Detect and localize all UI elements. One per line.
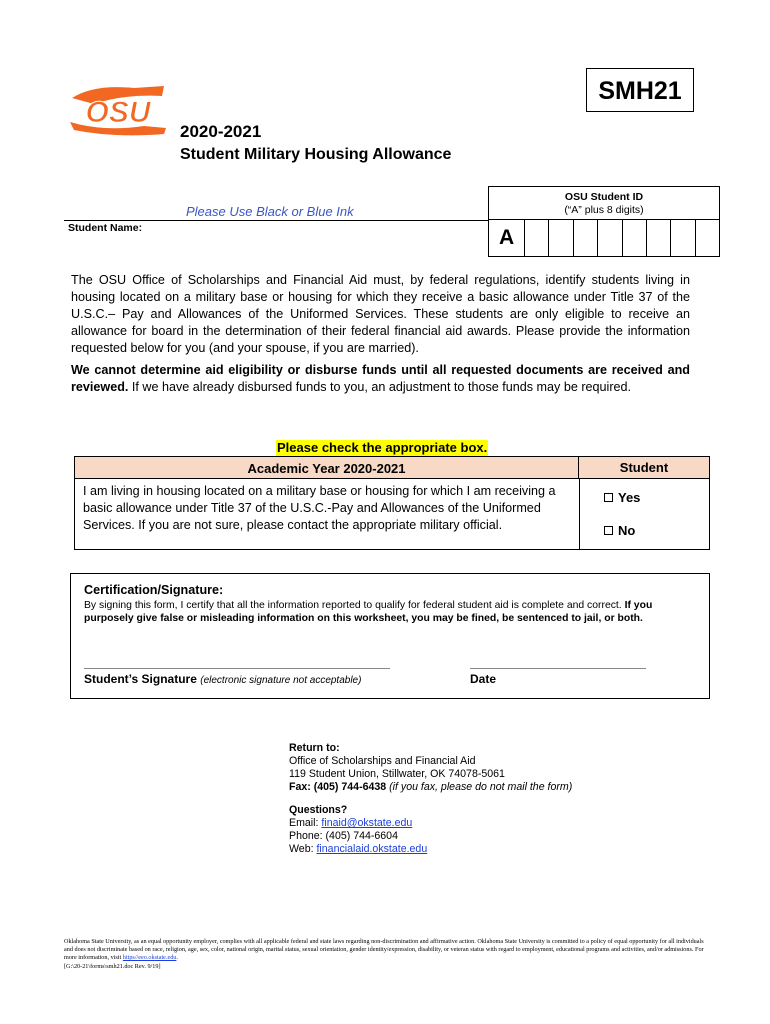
footer-end: . xyxy=(176,954,178,962)
student-id-digit[interactable] xyxy=(573,220,597,256)
signature-label-text: Student’s Signature xyxy=(84,672,197,686)
return-to-block xyxy=(289,742,572,794)
certification-statement: By signing this form, I certify that all the information reported to qualify for federal student aid is complete and correct. xyxy=(84,600,625,611)
form-title: Student Military Housing Allowance xyxy=(180,146,452,163)
questions-block xyxy=(289,804,427,856)
student-id-prefix: A xyxy=(498,226,515,249)
student-id-digit[interactable] xyxy=(597,220,621,256)
osu-logo xyxy=(64,82,172,136)
no-label: No xyxy=(618,523,636,538)
questions-label: Questions? xyxy=(289,804,348,816)
certification-title: Certification/Signature: xyxy=(84,583,224,597)
student-id-field[interactable] xyxy=(488,219,720,257)
date-label: Date xyxy=(470,672,497,686)
phone-number: Phone: (405) 744-6604 xyxy=(289,830,398,842)
email-link[interactable]: finaid@okstate.edu xyxy=(321,817,413,829)
student-id-header xyxy=(488,186,720,220)
student-column xyxy=(579,479,709,549)
signature-line[interactable] xyxy=(84,668,390,669)
eligibility-rest: If we have already disbursed funds to you, an adjustment to those funds may be required. xyxy=(128,380,632,394)
student-id-digit[interactable] xyxy=(695,220,719,256)
office-address: 119 Student Union, Stillwater, OK 74078-5061 xyxy=(289,768,505,780)
student-id-digit[interactable] xyxy=(548,220,572,256)
student-id-subtitle: (“A” plus 8 digits) xyxy=(564,204,644,216)
academic-year-header: Academic Year 2020-2021 xyxy=(75,457,579,479)
checkbox-icon xyxy=(604,493,613,502)
name-divider xyxy=(64,220,488,221)
student-column-header: Student xyxy=(579,457,709,479)
student-id-digit[interactable] xyxy=(622,220,646,256)
web-link[interactable]: financialaid.okstate.edu xyxy=(316,843,428,855)
form-code: SMH21 xyxy=(586,68,694,112)
student-name-label: Student Name: xyxy=(68,222,143,234)
student-id-digit[interactable] xyxy=(670,220,694,256)
footer-text: Oklahoma State University, as an equal opportunity employer, complies with all applicable federal and state laws regarding non-discrimination and affirmative action. Oklahoma State University is committed to a policy of equal opportunity for all individuals and does not discriminate based on race, religion, age, sex, color, national origin, marital status, sexual orientation, gender identity/expression, disability, or veteran status with regard to employment, educational programs and activities, and/or admissions. For more information, visit xyxy=(64,938,704,962)
footer-ref: [G:\20-21\forms\smh21.doc Rev. 9/19] xyxy=(64,962,161,970)
signature-note: (electronic signature not acceptable) xyxy=(200,675,362,686)
form-years: 2020-2021 xyxy=(180,122,262,141)
intro-paragraph: The OSU Office of Scholarships and Financial Aid must, by federal regulations, identify students living in housing located on a military base or housing for which they receive a basic allowance under Title 37 of the U.S.C.– Pay and Allowances of the Uniformed Services. These students are only eligible to receive an allowance for board in the determination of their federal financial aid awards. Please provide the information requested below for you (and your spouse, if you are married). xyxy=(71,273,690,355)
no-checkbox[interactable] xyxy=(604,523,635,538)
footer xyxy=(64,938,714,971)
certification-warning: If you purposely give false or misleading information on this worksheet, you may be fined, be sentenced to jail, or both. xyxy=(84,600,653,624)
student-id-digit[interactable] xyxy=(524,220,548,256)
housing-statement: I am living in housing located on a military base or housing for which I am receiving a basic allowance under Title 37 of the U.S.C.-Pay and Allowances of the Uniformed Services. If you are not sure, please contact the appropriate military official. xyxy=(83,484,556,532)
office-name: Office of Scholarships and Financial Aid xyxy=(289,755,476,767)
ink-note: Please Use Black or Blue Ink xyxy=(186,204,354,219)
date-line[interactable] xyxy=(470,668,646,669)
signature-label xyxy=(84,672,361,686)
eeo-link[interactable]: https//eeo.okstate.edu xyxy=(122,954,177,962)
eligibility-paragraph xyxy=(71,362,690,396)
logo-text: OSU xyxy=(85,96,151,129)
checkbox-icon xyxy=(604,526,613,535)
certification-text xyxy=(84,599,696,625)
fax-number: Fax: (405) 744-6438 xyxy=(289,781,387,793)
student-id-digit[interactable] xyxy=(646,220,670,256)
fax-note: (if you fax, please do not mail the form) xyxy=(389,781,573,793)
return-to-label: Return to: xyxy=(289,742,340,754)
check-heading: Please check the appropriate box. xyxy=(277,440,488,455)
yes-checkbox[interactable] xyxy=(604,490,640,505)
email-label: Email: xyxy=(289,817,322,829)
yes-label: Yes xyxy=(618,490,641,505)
student-id-title: OSU Student ID xyxy=(564,191,644,203)
eligibility-bold: We cannot determine aid eligibility or disburse funds until all requested documents are received and reviewed. xyxy=(71,363,690,394)
web-label: Web: xyxy=(289,843,317,855)
